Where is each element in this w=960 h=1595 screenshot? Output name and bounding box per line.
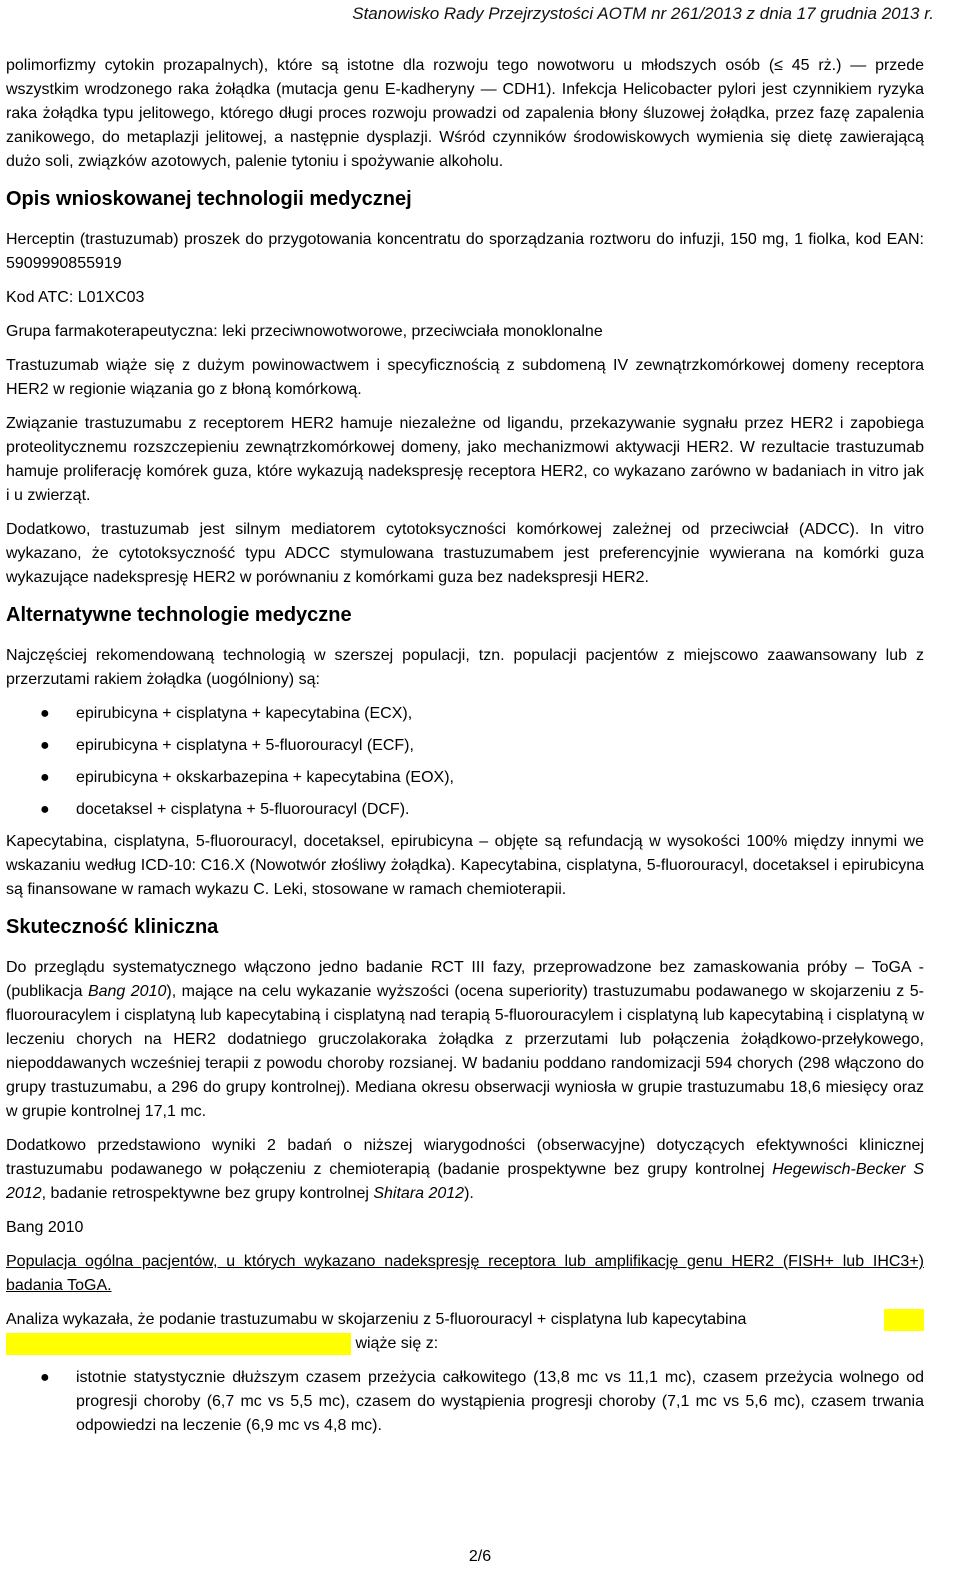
list-item (6, 702, 924, 726)
list-item-text: docetaksel + cisplatyna + 5-fluorouracyl (DCF). (76, 801, 410, 818)
document-body (6, 54, 924, 1446)
running-header: Stanowisko Rady Przejrzystości AOTM nr 261/2013 z dnia 17 grudnia 2013 r. (352, 4, 934, 23)
population-paragraph: Populacja ogólna pacjentów, u których wykazano nadekspresję receptora lub amplifikację genu HER2 (FISH+ lub IHC3+) badania ToGA. (6, 1253, 924, 1294)
page-number: 2/6 (468, 1548, 492, 1565)
technology-paragraph-5: Związanie trastuzumabu z receptorem HER2 hamuje niezależne od ligandu, przekazywanie sygnału przez HER2 i zapobiega proteolitycznemu rozszczepieniu zewnątrzkomórkowej domeny, jako mechanizmowi aktywacji HER2. W rezultacie trastuzumab hamuje proliferację komórek guza, które wykazują nadekspresję receptora HER2, co wykazano zarówno w badaniach in vitro jak i u zwierząt. (6, 415, 924, 504)
list-item-text: epirubicyna + cisplatyna + kapecytabina (ECX), (76, 705, 413, 722)
alternatives-paragraph-1: Najczęściej rekomendowaną technologią w szerszej populacji, tzn. populacji pacjentów z miejscowo zaawansowany lub z przerzutami rakiem żołądka (uogólniony) są: (6, 647, 924, 688)
alternatives-paragraph-2: Kapecytabina, cisplatyna, 5-fluorouracyl, docetaksel, epirubicyna – objęte są refundacją w wysokości 100% między innymi we wskazaniu według ICD-10: C16.X (Nowotwór złośliwy żołądka). Kapecytabina, cisplatyna, 5-fluorouracyl, docetaksel i epirubicyna są finansowane w ramach wykazu C. Leki, stosowane w ramach chemioterapii. (6, 833, 924, 898)
bullet-icon: ● (40, 737, 50, 754)
list-item (6, 766, 924, 790)
efficacy-list (6, 1366, 924, 1438)
text-run: , badanie retrospektywne bez grupy kontrolnej (41, 1185, 374, 1202)
text-run: wiąże się z: (351, 1335, 439, 1352)
redaction-highlight (884, 1309, 924, 1331)
technology-heading: Opis wnioskowanej technologii medycznej (6, 188, 412, 210)
analysis-paragraph (6, 1308, 924, 1356)
efficacy-paragraph-1 (6, 956, 924, 1124)
citation: Bang 2010 (87, 983, 167, 1000)
list-item (6, 798, 924, 822)
list-item (6, 1366, 924, 1438)
bullet-icon: ● (40, 801, 50, 818)
technology-paragraph-3: Grupa farmakoterapeutyczna: leki przeciwnowotworowe, przeciwciała monoklonalne (6, 323, 603, 340)
list-item-text: epirubicyna + okskarbazepina + kapecytabina (EOX), (76, 769, 454, 786)
technology-paragraph-1: Herceptin (trastuzumab) proszek do przygotowania koncentratu do sporządzania roztworu do infuzji, 150 mg, 1 fiolka, kod EAN: 5909990855919 (6, 231, 924, 272)
list-item-text: istotnie statystycznie dłuższym czasem przeżycia całkowitego (13,8 mc vs 11,1 mc), czasem przeżycia wolnego od progresji choroby (6,7 mc vs 5,5 mc), czasem do wystąpienia progresji choroby (7,1 mc vs 5,6 mc), czasem trwania odpowiedzi na leczenie (6,9 mc vs 4,8 mc). (76, 1369, 924, 1434)
alternatives-heading: Alternatywne technologie medyczne (6, 604, 352, 626)
technology-paragraph-6: Dodatkowo, trastuzumab jest silnym mediatorem cytotoksyczności komórkowej zależnej od przeciwciał (ADCC). In vitro wykazano, że cytotoksyczność typu ADCC stymulowana trastuzumabem jest preferencyjnie wywierana na komórki guza wykazujące nadekspresję HER2 w porównaniu z komórkami guza bez nadekspresji HER2. (6, 521, 924, 586)
list-item-text: epirubicyna + cisplatyna + 5-fluorouracyl (ECF), (76, 737, 414, 754)
bullet-icon: ● (40, 1369, 50, 1386)
citation: Shitara 2012 (373, 1185, 465, 1202)
alternatives-list (6, 702, 924, 822)
intro-paragraph: polimorfizmy cytokin prozapalnych), które są istotne dla rozwoju tego nowotworu u młodszych osób (≤ 45 rż.) — przede wszystkim wrodzonego raka żołądka (mutacja genu E-kadheryny — CDH1). Infekcja Helicobacter pylori jest czynnikiem ryzyka raka żołądka typu jelitowego, którego długi proces rozwoju prowadzi od zapalenia błony śluzowej żołądka, przez fazę zapalenia zanikowego, do metaplazji jelitowej, a następnie dysplazji. Wśród czynników środowiskowych wymienia się dietę zawierającą dużo soli, związków azotowych, palenie tytoniu i spożywanie alkoholu. (6, 57, 924, 170)
efficacy-paragraph-3: Bang 2010 (6, 1219, 84, 1236)
text-run: ), mające na celu wykazanie wyższości (ocena superiority) trastuzumabu podawanego w skojarzeniu z 5-fluorouracylem i cisplatyną lub kapecytabiną i cisplatyną nad terapią 5-fluorouracylem i cisplatyną lub kapecytabiną i cisplatyną w leczeniu chorych na HER2 dodatniego gruczolakoraka żołądka z przerzutami lub połączenia żołądkowo-przełykowego, niepoddawanych wcześniej terapii z powodu choroby rozsianej. W badaniu poddano randomizacji 594 chorych (298 włączono do grupy trastuzumabu, a 296 do grupy kontrolnej). Mediana okresu obserwacji wyniosła w grupie trastuzumabu 18,6 miesięcy oraz w grupie kontrolnej 17,1 mc. (6, 983, 925, 1120)
efficacy-heading: Skuteczność kliniczna (6, 916, 219, 938)
bullet-icon: ● (40, 705, 50, 722)
list-item (6, 734, 924, 758)
technology-paragraph-4: Trastuzumab wiąże się z dużym powinowactwem i specyficznością z subdomeną IV zewnątrzkomórkowej domeny receptora HER2 w regionie wiązania go z błoną komórkową. (6, 357, 924, 398)
text-run: ). (464, 1185, 474, 1202)
efficacy-paragraph-2 (6, 1134, 924, 1206)
text-run: Dodatkowo przedstawiono wyniki 2 badań o niższej wiarygodności (obserwacyjne) dotyczących efektywności klinicznej trastuzumabu podawanego w połączeniu z chemioterapią (badanie prospektywne bez grupy kontrolnej (6, 1137, 924, 1178)
citation: Hegewisch-Becker S 2012 (6, 1161, 925, 1202)
redaction-highlight (6, 1333, 351, 1355)
technology-paragraph-2: Kod ATC: L01XC03 (6, 289, 145, 306)
bullet-icon: ● (40, 769, 50, 786)
text-run: Analiza wykazała, że podanie trastuzumabu w skojarzeniu z 5-fluorouracyl + cisplatyna lub kapecytabina (6, 1311, 747, 1328)
text-run: Do przeglądu systematycznego włączono jedno badanie RCT III fazy, przeprowadzone bez zamaskowania próby – ToGA - (publikacja (6, 959, 924, 1000)
